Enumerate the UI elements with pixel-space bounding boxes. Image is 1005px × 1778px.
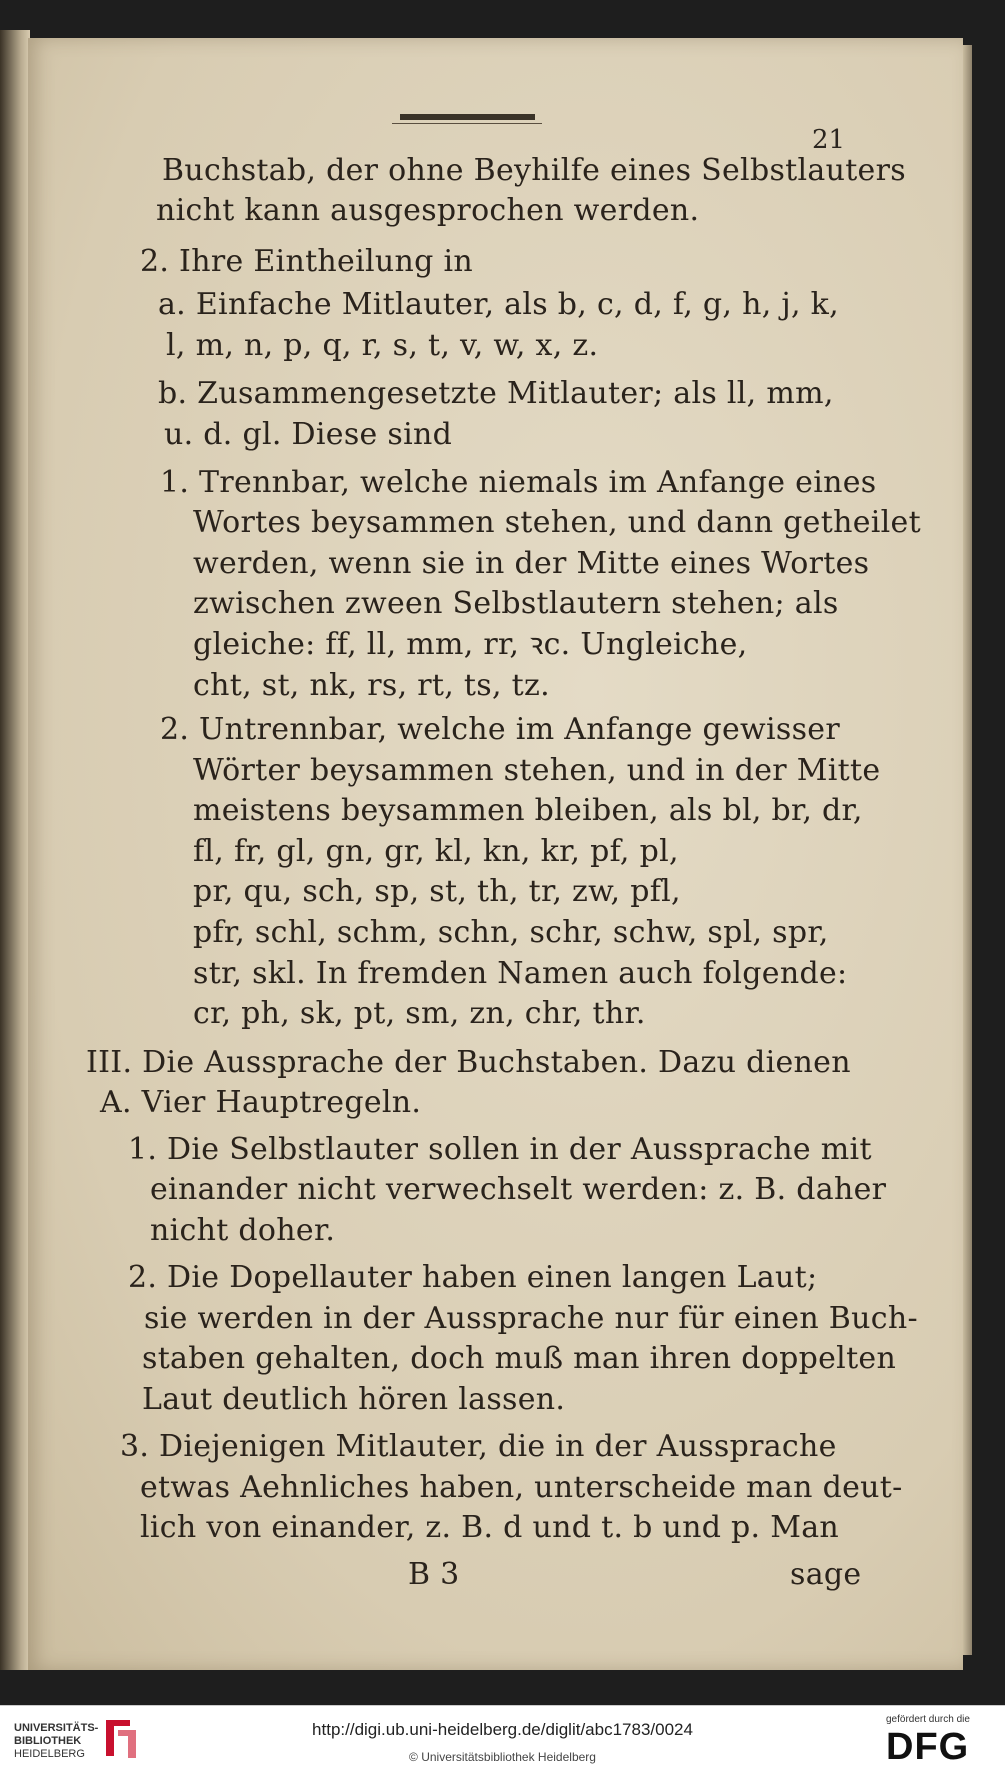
- text-line: cht, st, nk, rs, rt, ts, tz.: [193, 668, 550, 703]
- text-line: Wörter beysammen stehen, und in der Mitte: [193, 753, 881, 788]
- text-line: gleiche: ff, ll, mm, rr, ꝛc. Ungleiche,: [193, 627, 748, 662]
- text-line: werden, wenn sie in der Mitte eines Wortes: [193, 546, 870, 581]
- text-line: sie werden in der Aussprache nur für einen Buch-: [144, 1301, 918, 1336]
- text-line: l, m, n, p, q, r, s, t, v, w, x, z.: [166, 328, 599, 363]
- text-line: A. Vier Hauptregeln.: [100, 1085, 422, 1120]
- text-line: pfr, schl, schm, schn, schr, schw, spl, spr,: [193, 915, 829, 950]
- permalink-url[interactable]: http://digi.ub.uni-heidelberg.de/diglit/abc1783/0024: [312, 1720, 693, 1739]
- text-line: cr, ph, sk, pt, sm, zn, chr, thr.: [193, 996, 646, 1031]
- text-line: u. d. gl. Diese sind: [164, 417, 453, 452]
- text-line: meistens beysammen bleiben, als bl, br, dr,: [193, 793, 863, 828]
- text-line: staben gehalten, doch muß man ihren doppelten: [142, 1341, 897, 1376]
- page-left-edge: [0, 30, 30, 1670]
- dfg-logo[interactable]: DFG: [886, 1726, 970, 1768]
- page-number: 21: [812, 125, 846, 155]
- text-line: Wortes beysammen stehen, und dann getheilet: [193, 505, 921, 540]
- text-line: lich von einander, z. B. d und t. b und p. Man: [140, 1510, 840, 1545]
- text-line: 1. Trennbar, welche niemals im Anfange eines: [160, 465, 877, 500]
- copyright-note: © Universitätsbibliothek Heidelberg: [409, 1750, 596, 1764]
- text-line: fl, fr, gl, gn, gr, kl, kn, kr, pf, pl,: [193, 834, 679, 869]
- text-line: zwischen zween Selbstlautern stehen; als: [193, 586, 839, 621]
- library-name-line2: BIBLIOTHEK: [14, 1735, 82, 1747]
- header-thin-rule: [392, 123, 542, 124]
- library-name-line3: HEIDELBERG: [14, 1748, 85, 1760]
- text-line: a. Einfache Mitlauter, als b, c, d, f, g, h, j, k,: [158, 287, 839, 322]
- text-line: 3. Diejenigen Mitlauter, die in der Aussprache: [120, 1429, 837, 1464]
- text-line: etwas Aehnliches haben, unterscheide man deut-: [140, 1470, 903, 1505]
- header-ornament-rule: [400, 114, 535, 120]
- text-line: Laut deutlich hören lassen.: [142, 1382, 566, 1417]
- text-line: 2. Ihre Eintheilung in: [140, 244, 473, 279]
- page-right-edge: [962, 45, 972, 1655]
- text-line: III. Die Aussprache der Buchstaben. Dazu dienen: [86, 1045, 851, 1080]
- text-line: nicht kann ausgesprochen werden.: [156, 193, 700, 228]
- text-line: str, skl. In fremden Namen auch folgende:: [193, 956, 848, 991]
- signature-mark: B 3: [408, 1557, 460, 1592]
- text-line: Buchstab, der ohne Beyhilfe eines Selbstlauters: [162, 153, 906, 188]
- text-line: 2. Untrennbar, welche im Anfange gewisser: [160, 712, 840, 747]
- text-line: 1. Die Selbstlauter sollen in der Aussprache mit: [128, 1132, 872, 1167]
- funding-note: gefördert durch die: [886, 1714, 970, 1725]
- library-name-line1: UNIVERSITÄTS-: [14, 1722, 99, 1734]
- viewer-footer: [0, 1705, 1005, 1778]
- text-line: nicht doher.: [150, 1213, 336, 1248]
- text-line: b. Zusammengesetzte Mitlauter; als ll, mm,: [158, 376, 834, 411]
- text-line: 2. Die Dopellauter haben einen langen Laut;: [128, 1260, 818, 1295]
- catchword: sage: [790, 1557, 862, 1592]
- text-line: pr, qu, sch, sp, st, th, tr, zw, pfl,: [193, 874, 681, 909]
- text-line: einander nicht verwechselt werden: z. B. daher: [150, 1172, 887, 1207]
